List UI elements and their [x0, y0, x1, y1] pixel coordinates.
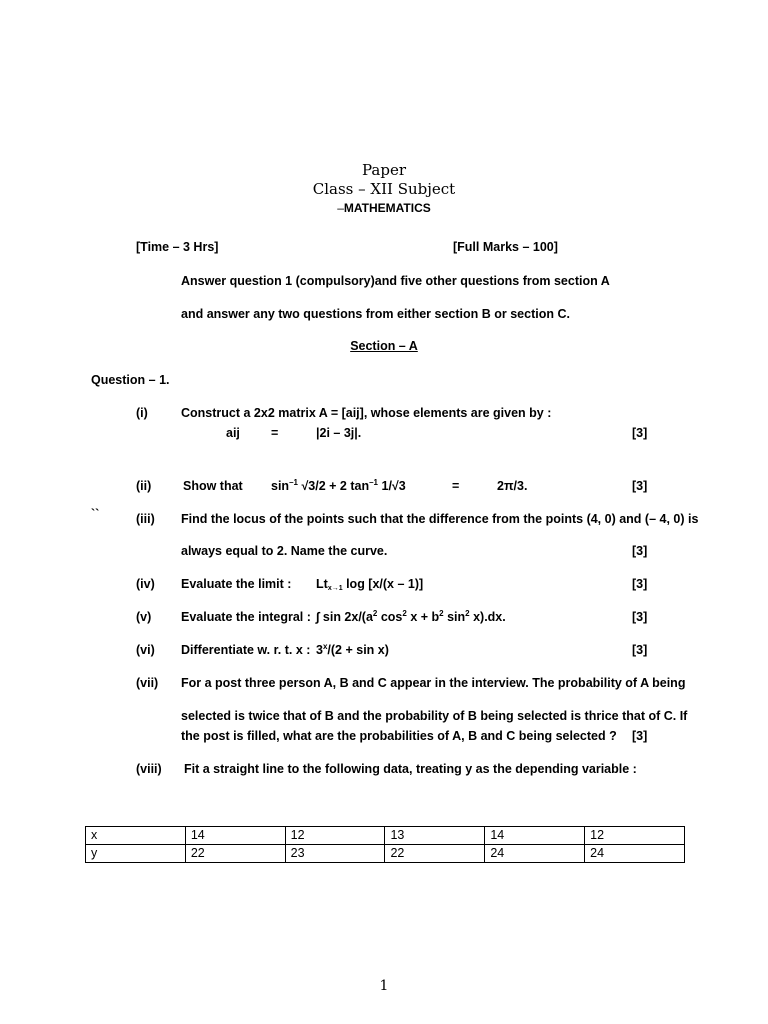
q6-exponent: x: [322, 642, 328, 651]
data-table: [85, 826, 685, 863]
q1-equals: =: [271, 426, 279, 440]
q4-expression: [316, 577, 423, 591]
q5-label: Evaluate the integral :: [181, 610, 311, 624]
q4-rest: log [x/(x – 1)]: [342, 577, 424, 591]
q3-number: (iii): [136, 512, 155, 526]
q2-rhs: 2π/3.: [497, 479, 528, 493]
table-cell: y: [86, 845, 186, 863]
q5-part-d: sin: [443, 610, 466, 624]
subject-dash: –: [337, 201, 344, 215]
q7-line-3: the post is filled, what are the probabilities of A, B and C being selected ?: [181, 729, 617, 743]
table-cell: 22: [185, 845, 285, 863]
q2-marks: [3]: [632, 479, 648, 493]
q5-part-e: x).dx.: [469, 610, 506, 624]
table-row: [86, 845, 685, 863]
instruction-line-1: Answer question 1 (compulsory)and five other questions from section A: [181, 274, 610, 288]
q6-number: (vi): [136, 643, 155, 657]
q3-line-2: always equal to 2. Name the curve.: [181, 544, 388, 558]
q1-text: Construct a 2x2 matrix A = [aij], whose elements are given by :: [181, 406, 552, 420]
instruction-line-2: and answer any two questions from either section B or section C.: [181, 307, 570, 321]
stray-mark: ``: [91, 507, 100, 521]
table-cell: 24: [585, 845, 685, 863]
section-title: Section – A: [350, 339, 418, 353]
q2-arg1: √3/2 + 2 tan: [297, 479, 370, 493]
q1-lhs: aij: [226, 426, 240, 440]
q2-inverse-2: –1: [369, 478, 379, 487]
q1-number: (i): [136, 406, 148, 420]
table-cell: x: [86, 827, 186, 845]
table-cell: 14: [485, 827, 585, 845]
q2-equals: =: [452, 479, 460, 493]
q6-label: Differentiate w. r. t. x :: [181, 643, 311, 657]
q1-rhs: |2i – 3j|.: [316, 426, 362, 440]
q5-part-b: cos: [377, 610, 403, 624]
q3-marks: [3]: [632, 544, 648, 558]
table-cell: 22: [385, 845, 485, 863]
q7-line-2: selected is twice that of B and the probability of B being selected is thrice that of C. If: [181, 709, 688, 723]
q5-marks: [3]: [632, 610, 648, 624]
table-cell: 14: [185, 827, 285, 845]
q7-number: (vii): [136, 676, 159, 690]
q5-square-3: 2: [439, 609, 444, 618]
q6-expression: [316, 643, 389, 657]
subject-name: MATHEMATICS: [343, 201, 431, 215]
q7-line-1: For a post three person A, B and C appear in the interview. The probability of A being: [181, 676, 686, 690]
q2-number: (ii): [136, 479, 152, 493]
class-subject-heading: Class – XII Subject: [312, 180, 456, 198]
q5-square-1: 2: [372, 609, 378, 618]
q2-arg2: 1/√3: [378, 479, 406, 493]
q2-inverse-1: –1: [289, 478, 298, 487]
q3-line-1: Find the locus of the points such that the difference from the points (4, 0) and (– 4, 0) is: [181, 512, 699, 526]
full-marks-label: [Full Marks – 100]: [453, 240, 558, 254]
q8-number: (viii): [136, 762, 162, 776]
q2-expression: [271, 479, 406, 493]
page-number: 1: [379, 978, 389, 994]
q4-marks: [3]: [632, 577, 648, 591]
q5-part-c: x + b: [406, 610, 440, 624]
time-label: [Time – 3 Hrs]: [136, 240, 219, 254]
table-cell: 12: [285, 827, 385, 845]
q5-part-a: ∫ sin 2x/(a: [316, 610, 373, 624]
q5-square-4: 2: [465, 609, 470, 618]
subject-heading: [0, 201, 768, 215]
q2-label: Show that: [183, 479, 243, 493]
table-cell: 13: [385, 827, 485, 845]
q5-expression: [316, 610, 506, 624]
q4-label: Evaluate the limit :: [181, 577, 292, 591]
table-cell: 24: [485, 845, 585, 863]
q1-marks: [3]: [632, 426, 648, 440]
q7-marks: [3]: [632, 729, 648, 743]
question-title: Question – 1.: [91, 373, 170, 387]
paper-heading: Paper: [361, 161, 406, 179]
q6-rest: /(2 + sin x): [327, 643, 389, 657]
q6-marks: [3]: [632, 643, 648, 657]
q5-square-2: 2: [402, 609, 407, 618]
table-row: [86, 827, 685, 845]
q8-text: Fit a straight line to the following data, treating y as the depending variable :: [184, 762, 637, 776]
table-cell: 12: [585, 827, 685, 845]
q4-lt: Lt: [316, 577, 328, 591]
q5-number: (v): [136, 610, 152, 624]
q4-limit-sub: x→1: [327, 585, 343, 592]
q6-base: 3: [316, 643, 323, 657]
q2-sin: sin: [271, 479, 290, 493]
q4-number: (iv): [136, 577, 155, 591]
table-cell: 23: [285, 845, 385, 863]
